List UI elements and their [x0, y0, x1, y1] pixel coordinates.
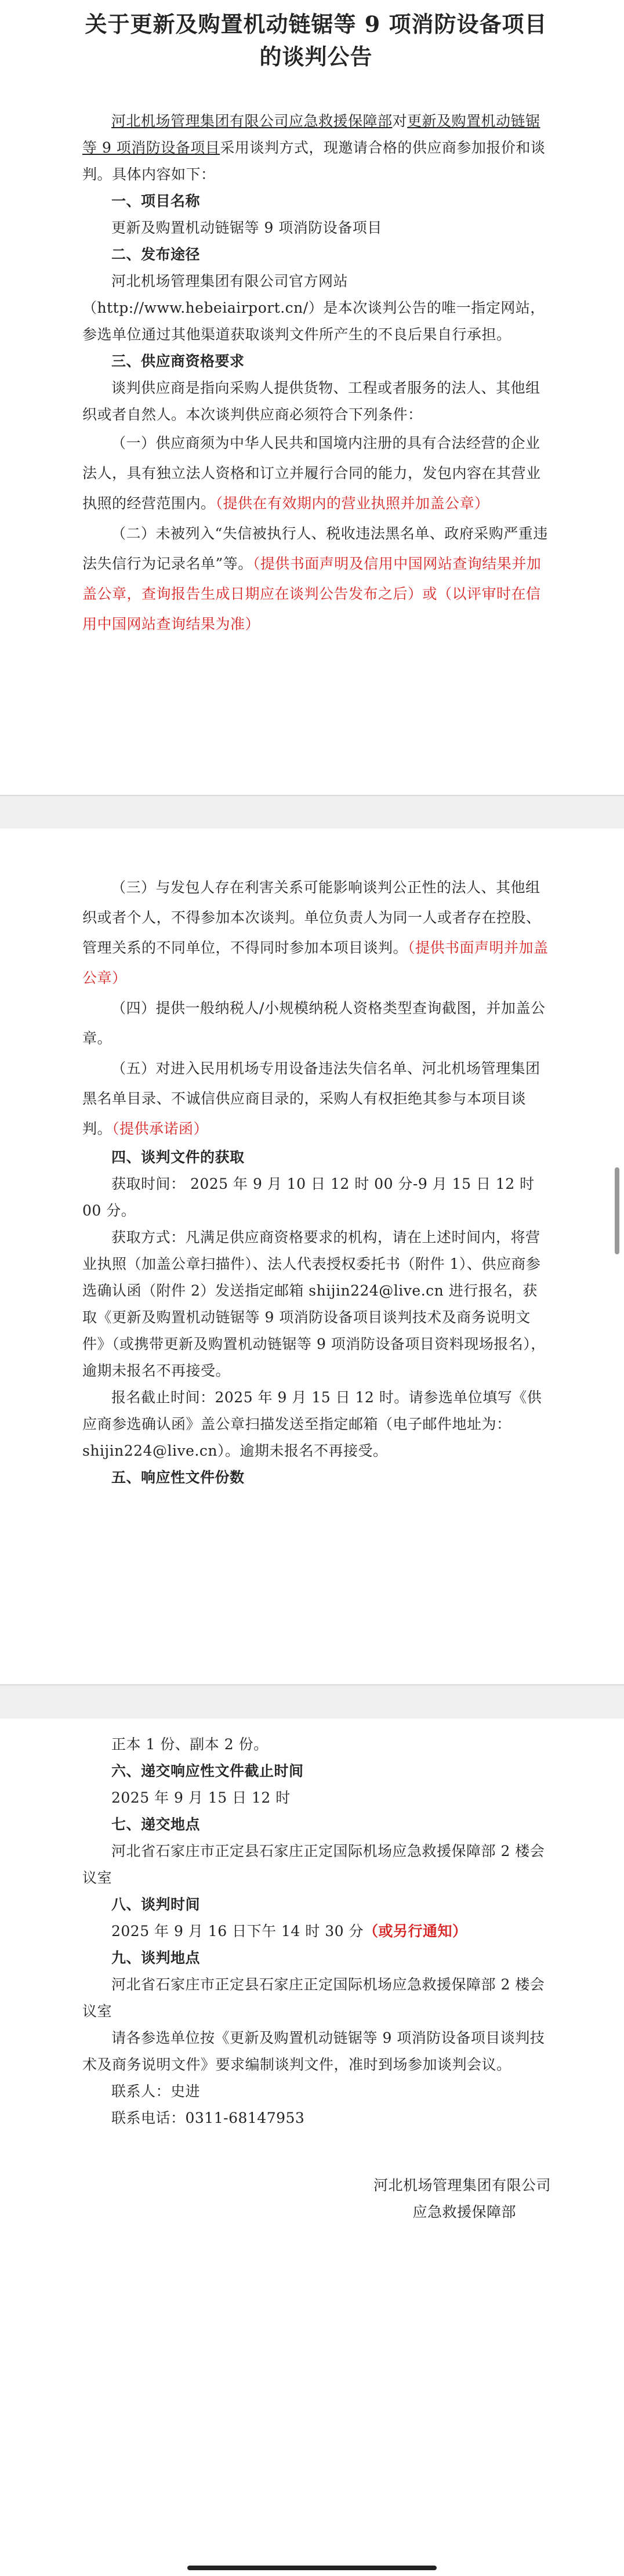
section-8-heading: 八、谈判时间: [111, 1896, 201, 1913]
section-8-text: 2025 年 9 月 16 日下午 14 时 30 分（或另行通知）: [111, 1923, 467, 1940]
section-2-text: 河北机场管理集团有限公司官方网站（http://www.hebeiairport.cn/）是本次谈判公告的唯一指定网站，参选单位通过其他渠道获取谈判文件所产生的不良后果自行承担。: [82, 273, 545, 343]
page-separator: [0, 1684, 624, 1721]
section-9-instructions: 请各参选单位按《更新及购置机动链锯等 9 项消防设备项目谈判技术及商务说明文件》要求编制谈判文件，准时到场参加谈判会议。: [82, 2029, 545, 2073]
section-1-heading: 一、项目名称: [111, 193, 201, 209]
condition-4: （四）提供一般纳税人/小规模纳税人资格类型查询截图，并加盖公章。: [82, 1000, 546, 1047]
section-9-heading: 九、谈判地点: [111, 1949, 201, 1966]
condition-2: （二）未被列入“失信被执行人、税收违法黑名单、政府采购严重违法失信行为记录名单”等。（提供书面声明及信用中国网站查询结果并加盖公章，查询报告生成日期应在谈判公告发布之后）或（以评审时在信用中国网站查询结果为准）: [82, 525, 548, 632]
section-6-heading: 六、递交响应性文件截止时间: [111, 1763, 304, 1779]
section-4-method: 获取方式：凡满足供应商资格要求的机构，请在上述时间内，将营业执照（加盖公章扫描件）、法人代表授权委托书（附件 1）、供应商参选确认函（附件 2）发送指定邮箱 shijin224@live.cn 进行报名，获取《更新及购置机动链锯等 9 项消防设备项目谈判技术及商务说明文件》（或携带更新及购置机动链锯等 9 项消防设备项目资料现场报名），逾期未报名不再接受。: [82, 1229, 546, 1379]
section-4-deadline: 报名截止时间：2025 年 9 月 15 日 12 时。请参选单位填写《供应商参选确认函》盖公章扫描发送至指定邮箱（电子邮件地址为：shijin224@live.cn）。逾期未报名不再接受。: [82, 1389, 542, 1459]
contact-person: 联系人：史进: [111, 2083, 201, 2100]
intro-paragraph: 河北机场管理集团有限公司应急救援保障部对更新及购置机动链锯等 9 项消防设备项目采用谈判方式，现邀请合格的供应商参加报价和谈判。具体内容如下：: [82, 113, 546, 183]
section-5-text: 正本 1 份、副本 2 份。: [111, 1736, 269, 1753]
intro-org: 河北机场管理集团有限公司应急救援保障部: [111, 113, 393, 129]
section-9-text: 河北省石家庄市正定县石家庄正定国际机场应急救援保障部 2 楼会议室: [82, 1976, 545, 2020]
condition-2-note: （提供书面声明及信用中国网站查询结果并加盖公章，查询报告生成日期应在谈判公告发布之后）或（以评审时在信用中国网站查询结果为准）: [82, 555, 542, 632]
intro-project: 更新及购置机动链锯等 9 项消防设备项目: [82, 113, 540, 156]
document-page-1: [0, 0, 624, 795]
section-7-text: 河北省石家庄市正定县石家庄正定国际机场应急救援保障部 2 楼会议室: [82, 1843, 545, 1886]
contact-phone: 联系电话：0311-68147953: [111, 2110, 305, 2126]
condition-5-note: （提供承诺函）: [112, 1120, 209, 1137]
document-page-2: [0, 828, 624, 1684]
section-3-heading: 三、供应商资格要求: [111, 353, 245, 370]
document-title-line-2: 的谈判公告: [259, 44, 373, 70]
document-page-3: [0, 1718, 624, 2542]
section-1-text: 更新及购置机动链锯等 9 项消防设备项目: [111, 219, 382, 236]
section-3-intro: 谈判供应商是指向采购人提供货物、工程或者服务的法人、其他组织或者自然人。本次谈判供应商必须符合下列条件：: [82, 379, 540, 423]
scrollbar-thumb[interactable]: [615, 1167, 619, 1254]
home-indicator[interactable]: [187, 2566, 437, 2570]
section-5-heading: 五、响应性文件份数: [111, 1469, 245, 1486]
condition-1-note: （提供在有效期内的营业执照并加盖公章）: [215, 495, 489, 512]
section-4-heading: 四、谈判文件的获取: [111, 1149, 245, 1166]
condition-3: （三）与发包人存在利害关系可能影响谈判公正性的法人、其他组织或者个人，不得参加本次谈判。单位负责人为同一人或者存在控股、管理关系的不同单位，不得同时参加本项目谈判。（提供书面声明并加盖公章）: [82, 879, 549, 986]
signature-dept: 应急救援保障部: [412, 2204, 516, 2220]
section-7-heading: 七、递交地点: [111, 1816, 201, 1833]
section-6-text: 2025 年 9 月 15 日 12 时: [111, 1789, 291, 1806]
signature-org: 河北机场管理集团有限公司: [373, 2177, 551, 2194]
condition-1: （一）供应商须为中华人民共和国境内注册的具有合法经营的企业法人，具有独立法人资格和订立并履行合同的能力，发包内容在其营业执照的经营范围内。（提供在有效期内的营业执照并加盖公章）: [82, 435, 541, 512]
condition-5: （五）对进入民用机场专用设备违法失信名单、河北机场管理集团黑名单目录、不诚信供应商目录的，采购人有权拒绝其参与本项目谈判。（提供承诺函）: [82, 1060, 540, 1137]
section-4-time: 获取时间： 2025 年 9 月 10 日 12 时 00 分-9 月 15 日 12 时 00 分。: [82, 1175, 535, 1219]
section-2-heading: 二、发布途径: [111, 246, 201, 263]
section-8-note: （或另行通知）: [364, 1923, 467, 1940]
document-title-line-1: 关于更新及购置机动链锯等 9 项消防设备项目: [85, 11, 547, 37]
page-separator: [0, 795, 624, 831]
condition-3-note: （提供书面声明并加盖公章）: [82, 939, 549, 986]
